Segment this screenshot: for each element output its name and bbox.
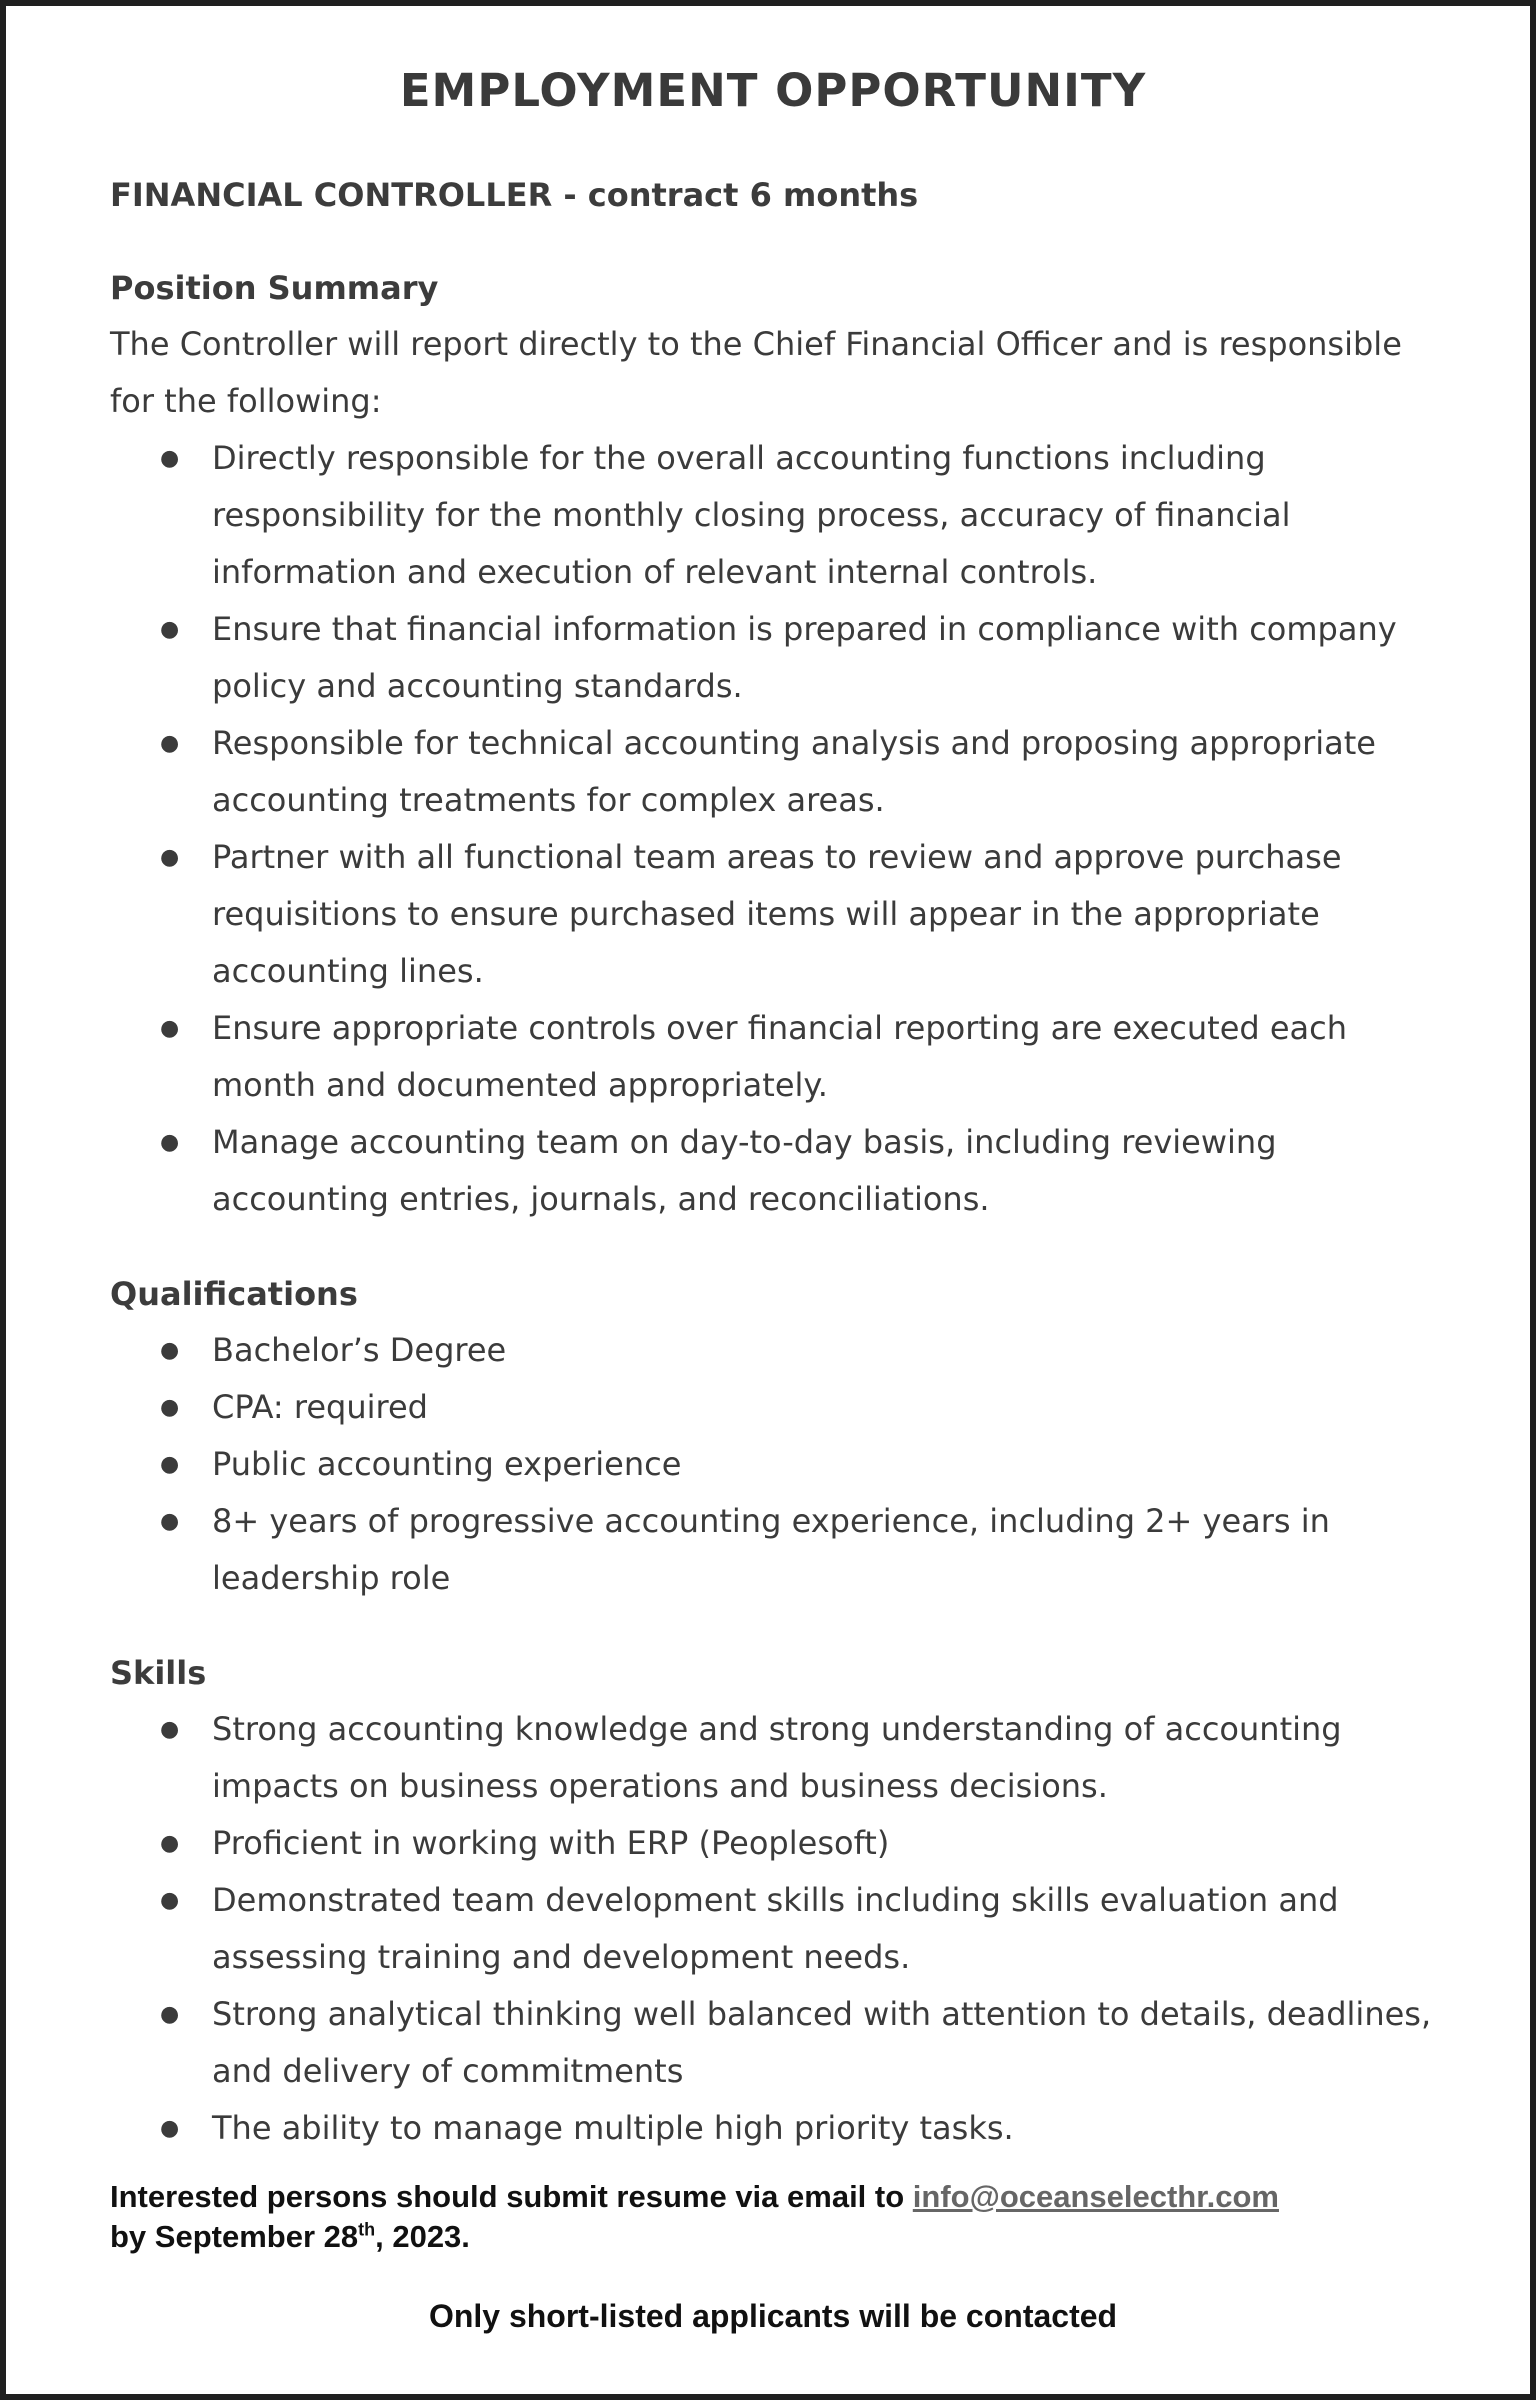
bullet-icon: ● — [160, 1888, 180, 1913]
bullet-icon: ● — [160, 1717, 180, 1742]
bullet-icon: ● — [160, 2002, 180, 2027]
list-item-text: Ensure that financial information is prepared in compliance with company policy and accounting standards. — [212, 610, 1397, 705]
list-item-text: Responsible for technical accounting analysis and proposing appropriate accounting treatments for complex areas. — [212, 724, 1376, 819]
bullet-icon: ● — [160, 617, 180, 642]
list-item — [110, 430, 1436, 601]
skills-heading: Skills — [110, 1654, 207, 1692]
bullet-icon: ● — [160, 446, 180, 471]
list-item — [110, 829, 1436, 1000]
list-item — [110, 715, 1436, 829]
list-item — [110, 1815, 1436, 1872]
list-item-text: 8+ years of progressive accounting experience, including 2+ years in leadership role — [212, 1502, 1330, 1597]
application-instructions — [110, 2177, 1436, 2257]
list-item-text: Bachelor’s Degree — [212, 1331, 507, 1369]
list-item — [110, 1379, 1436, 1436]
list-item-text: Public accounting experience — [212, 1445, 682, 1483]
bullet-icon: ● — [160, 1831, 180, 1856]
list-item — [110, 1000, 1436, 1114]
list-item-text: Manage accounting team on day-to-day basis, including reviewing accounting entries, journals, and reconciliations. — [212, 1123, 1277, 1218]
bullet-icon: ● — [160, 1016, 180, 1041]
bullet-icon: ● — [160, 845, 180, 870]
list-item-text: The ability to manage multiple high priority tasks. — [212, 2109, 1014, 2147]
list-item-text: Strong accounting knowledge and strong understanding of accounting impacts on business operations and business decisions. — [212, 1710, 1342, 1805]
job-title: FINANCIAL CONTROLLER - contract 6 months — [110, 176, 919, 214]
deadline-prefix: by September 28 — [110, 2219, 359, 2254]
shortlist-note: Only short-listed applicants will be contacted — [428, 2298, 1118, 2334]
list-item — [110, 1701, 1436, 1815]
position-summary-intro: The Controller will report directly to the Chief Financial Officer and is responsible for the following: — [110, 325, 1402, 420]
list-item-text: Demonstrated team development skills including skills evaluation and assessing training and development needs. — [212, 1881, 1339, 1976]
page-title: EMPLOYMENT OPPORTUNITY — [399, 64, 1147, 117]
bullet-icon: ● — [160, 1338, 180, 1363]
list-item — [110, 1436, 1436, 1493]
list-item-text: Proficient in working with ERP (Peoplesoft) — [212, 1824, 890, 1862]
list-item — [110, 1986, 1436, 2100]
bullet-icon: ● — [160, 1452, 180, 1477]
bullet-icon: ● — [160, 1130, 180, 1155]
bullet-icon: ● — [160, 2116, 180, 2141]
bullet-icon: ● — [160, 1395, 180, 1420]
list-item-text: CPA: required — [212, 1388, 428, 1426]
bullet-icon: ● — [160, 1509, 180, 1534]
list-item — [110, 1872, 1436, 1986]
job-posting — [110, 54, 1436, 2337]
list-item-text: Strong analytical thinking well balanced with attention to details, deadlines, and delivery of commitments — [212, 1995, 1432, 2090]
list-item-text: Ensure appropriate controls over financial reporting are executed each month and documented appropriately. — [212, 1009, 1348, 1104]
list-item — [110, 1114, 1436, 1228]
skills-list — [110, 1701, 1436, 2157]
email-link[interactable]: info@oceanselecthr.com — [912, 2179, 1279, 2214]
deadline-suffix: , 2023. — [375, 2219, 470, 2254]
list-item — [110, 1322, 1436, 1379]
list-item — [110, 2100, 1436, 2157]
position-summary-list — [110, 430, 1436, 1228]
qualifications-list — [110, 1322, 1436, 1607]
position-summary-heading: Position Summary — [110, 269, 439, 307]
apply-text: Interested persons should submit resume via email to — [110, 2179, 913, 2214]
list-item — [110, 601, 1436, 715]
bullet-icon: ● — [160, 731, 180, 756]
qualifications-heading: Qualifications — [110, 1275, 358, 1313]
list-item-text: Directly responsible for the overall accounting functions including responsibility for the monthly closing process, accuracy of financial information and execution of relevant internal controls. — [212, 439, 1291, 591]
deadline-ordinal: th — [358, 2219, 376, 2240]
list-item-text: Partner with all functional team areas to review and approve purchase requisitions to ensure purchased items will appear in the appropriate accounting lines. — [212, 838, 1342, 990]
list-item — [110, 1493, 1436, 1607]
